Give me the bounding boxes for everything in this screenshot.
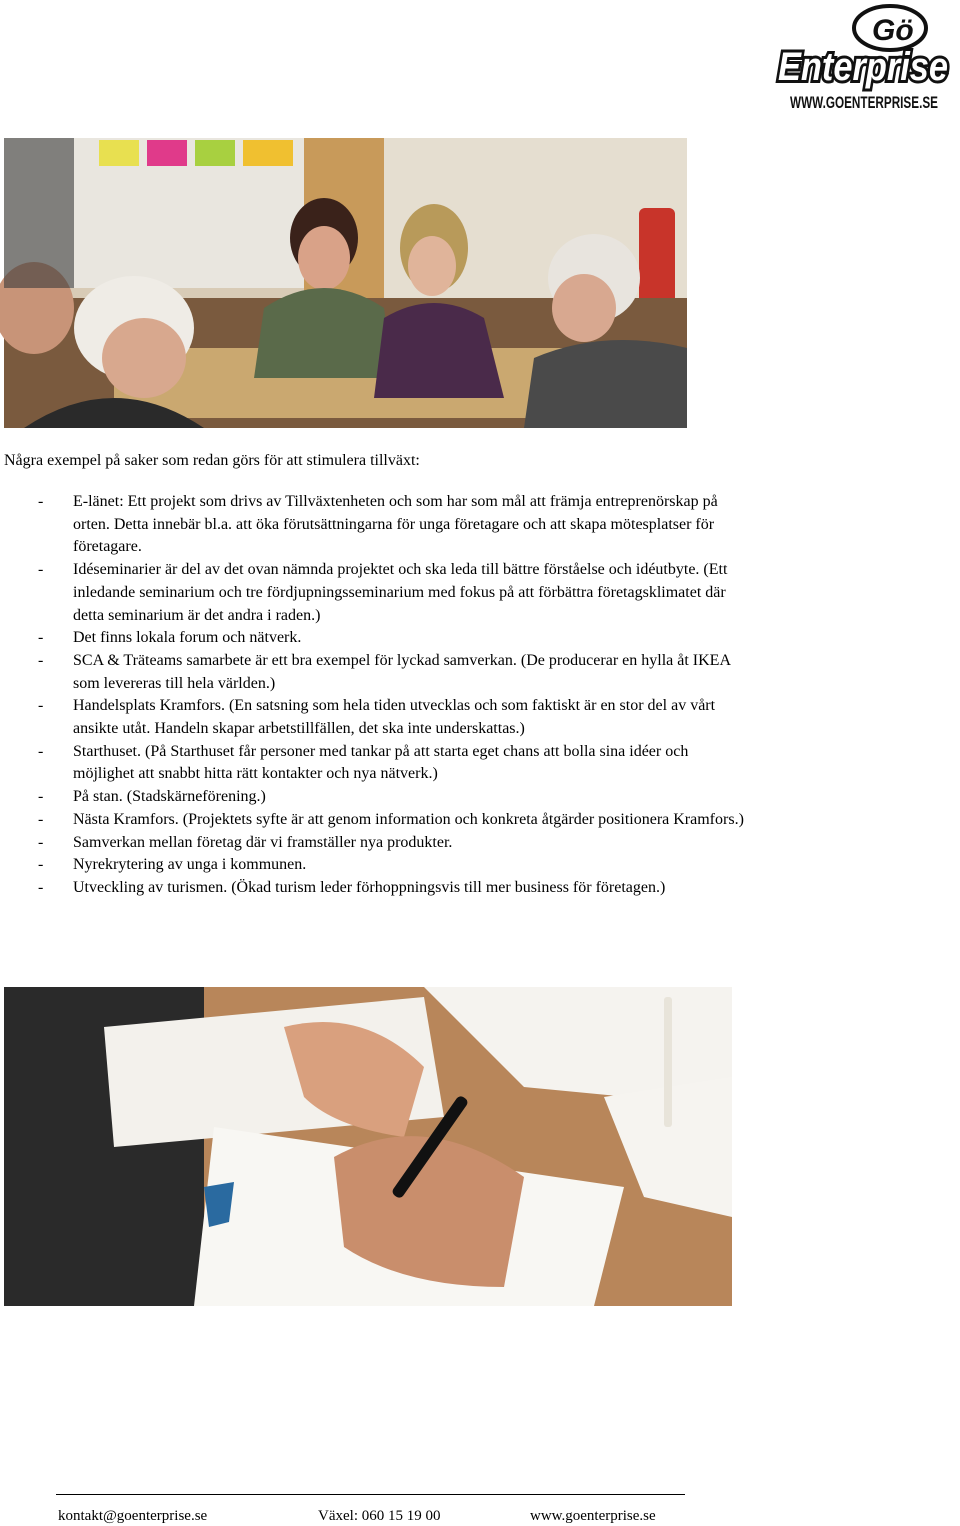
list-item	[0, 559, 753, 627]
list-dash: -	[38, 833, 44, 851]
writing-cards-photo	[4, 987, 732, 1306]
list-dash: -	[38, 697, 44, 715]
list-item-text: SCA & Träteams samarbete är ett bra exempel för lyckad samverkan. (De producerar en hylla åt IKEA som levereras till hela världen.)	[73, 651, 731, 692]
list-item	[0, 877, 753, 900]
list-item-text: På stan. (Stadskärneförening.)	[73, 788, 266, 806]
list-dash: -	[38, 651, 44, 669]
list-dash: -	[38, 810, 44, 828]
list-item-text: Nästa Kramfors. (Projektets syfte är att genom information och konkreta åtgärder positionera Kramfors.)	[73, 810, 744, 828]
list-item	[0, 491, 753, 559]
list-item-text: Det finns lokala forum och nätverk.	[73, 629, 302, 647]
list-dash: -	[38, 788, 44, 806]
logo-brand-main: Enterprise	[778, 45, 948, 89]
list-dash: -	[38, 561, 44, 579]
footer-email[interactable]: kontakt@goenterprise.se	[58, 1508, 208, 1524]
footer-phone: Växel: 060 15 19 00	[318, 1508, 441, 1524]
list-item-text: Nyrekrytering av unga i kommunen.	[73, 856, 307, 874]
list-dash: -	[38, 742, 44, 760]
footer-website[interactable]: www.goenterprise.se	[530, 1508, 656, 1524]
list-item-text: Samverkan mellan företag där vi framställer nya produkter.	[73, 833, 453, 851]
list-item	[0, 854, 753, 877]
goenterprise-logo	[772, 2, 956, 114]
list-item	[0, 832, 753, 855]
list-item-text: E-länet: Ett projekt som drivs av Tillväxtenheten och som har som mål att främja entreprenörskap på orten. Detta innebär bl.a. att öka förutsättningarna för unga företagare och att skapa mötesplatser för företagare.	[73, 493, 718, 556]
logo-brand-top: Gö	[872, 14, 914, 47]
list-dash: -	[38, 878, 44, 896]
list-item-text: Starthuset. (På Starthuset får personer med tankar på att starta eget chans att bolla sina idéer och möjlighet att snabbt hitta rätt kontakter och nya nätverk.)	[73, 742, 689, 783]
list-dash: -	[38, 629, 44, 647]
workshop-meeting-photo	[4, 138, 687, 428]
list-item	[0, 786, 753, 809]
list-item-text: Handelsplats Kramfors. (En satsning som hela tiden utvecklas och som faktiskt är en stor del av vårt ansikte utåt. Handeln skapar arbetstillfällen, det ska inte underskattas.)	[73, 697, 716, 738]
growth-examples-list	[0, 491, 960, 900]
list-item-text: Idéseminarier är del av det ovan nämnda projektet och ska leda till bättre förståelse och idéutbyte. (Ett inledande seminarium och tre fördjupningsseminarium med fokus på att förbättra företagsklimatet där detta seminarium är det andra i raden.)	[73, 561, 728, 624]
list-dash: -	[38, 493, 44, 510]
footer-divider	[56, 1494, 685, 1495]
intro-text: Några exempel på saker som redan görs för att stimulera tillväxt:	[4, 452, 420, 469]
list-item	[0, 650, 753, 695]
logo-url: WWW.GOENTERPRISE.SE	[790, 93, 938, 112]
list-item	[0, 809, 753, 832]
list-item	[0, 741, 753, 786]
list-dash: -	[38, 856, 44, 874]
list-item	[0, 627, 753, 650]
list-item	[0, 695, 753, 740]
list-item-text: Utveckling av turismen. (Ökad turism leder förhoppningsvis till mer business för företagen.)	[73, 878, 666, 896]
